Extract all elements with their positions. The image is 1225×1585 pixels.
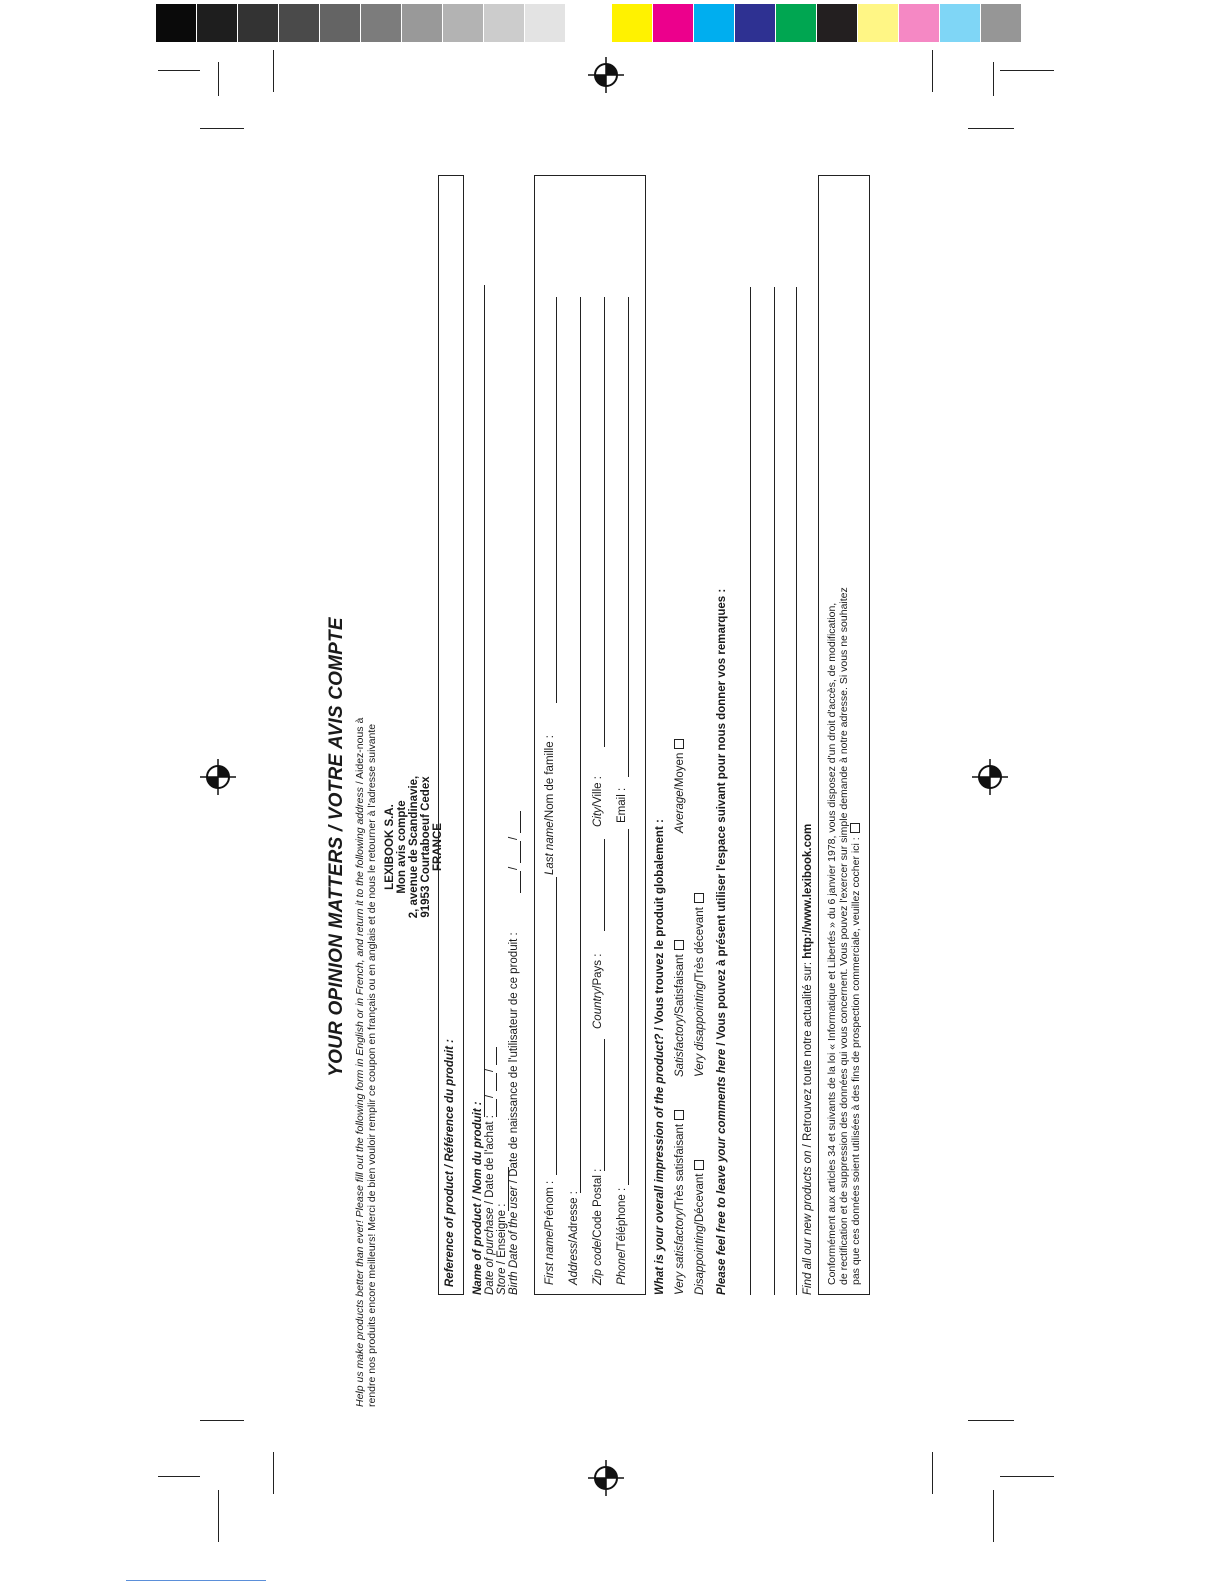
address-field[interactable] [580, 297, 581, 1193]
last-name-label [544, 735, 556, 875]
phone-field[interactable] [628, 829, 629, 1185]
average-en: Average [674, 790, 686, 833]
address-en: Address [568, 1242, 580, 1285]
legal-opt-out [850, 823, 862, 1285]
disappointing-checkbox[interactable] [694, 1160, 704, 1170]
comment-line[interactable] [796, 287, 797, 1295]
city-label [592, 776, 604, 827]
website-link[interactable]: http://www.lexibook.com [802, 823, 814, 959]
crop-mark [993, 62, 994, 96]
crop-mark [1000, 1476, 1054, 1477]
phone-label [616, 1188, 628, 1285]
impression-fr: / Vous trouvez le produit globalement : [654, 819, 666, 1034]
product-name-label: Name of product / Nom du produit : [472, 1101, 484, 1295]
color-swatch [858, 4, 898, 42]
zip-code-label [592, 1169, 604, 1285]
very-disappointing-checkbox[interactable] [694, 893, 704, 903]
find-products-fr: / Retrouvez toute notre actualité sur: [802, 958, 814, 1151]
average-fr: /Moyen [674, 752, 686, 791]
option-very-disappointing[interactable] [694, 893, 706, 1077]
impression-en: What is your overall impression of the product? [654, 1033, 666, 1295]
color-swatch [566, 4, 606, 42]
reference-label: Reference of product / Référence du produit : [444, 1039, 456, 1287]
color-swatch [694, 4, 734, 42]
color-swatch [361, 4, 401, 42]
purchase-date-fr: / Date de l'achat : [484, 1115, 496, 1208]
very-satisfactory-checkbox[interactable] [674, 1110, 684, 1120]
legal-text-line: Conformément aux articles 34 et suivants de la loi « Informatique et Libertés » du 6 janvier 1978, vous disposez d'un droit d'accès, de modification, [826, 602, 838, 1285]
color-swatch [940, 4, 980, 42]
color-swatch [238, 4, 278, 42]
comments-prompt [716, 589, 728, 1295]
disappointing-fr: /Décevant [694, 1173, 706, 1226]
birth-date-fr: / Date de naissance de l'utilisateur de ce produit : [508, 932, 520, 1187]
last-name-en: Last name [544, 821, 556, 875]
purchase-year-field[interactable] [496, 1047, 497, 1065]
first-name-en: First name [544, 1230, 556, 1285]
zip-code-fr: /Code Postal : [592, 1168, 604, 1241]
form-title: YOUR OPINION MATTERS / VOTRE AVIS COMPTE [326, 617, 347, 1077]
phone-en: Phone [616, 1251, 628, 1285]
country-en: Country [592, 988, 604, 1029]
last-name-field[interactable] [556, 297, 557, 703]
store-label [496, 1204, 508, 1295]
intro-english: Help us make products better than ever! Please fill out the following form in English or in French, and return it to the following address [354, 787, 366, 1407]
crop-mark [993, 1490, 994, 1542]
zip-code-en: Zip code [592, 1240, 604, 1285]
country-fr: /Pays : [592, 953, 604, 989]
color-swatch [525, 4, 565, 42]
color-swatch [899, 4, 939, 42]
color-swatch [981, 4, 1021, 42]
gray-calibration-bar [156, 4, 607, 42]
color-swatch [320, 4, 360, 42]
registration-crosshair-icon [586, 55, 626, 95]
intro-french-start: Aidez-nous à [354, 717, 366, 779]
date-separator: / [508, 866, 520, 870]
comment-line[interactable] [774, 287, 775, 1295]
last-name-fr: /Nom de famille : [544, 735, 556, 822]
registration-crosshair-icon [586, 1458, 626, 1498]
city-field[interactable] [604, 297, 605, 747]
birth-date-label [508, 932, 520, 1295]
option-satisfactory[interactable] [674, 940, 686, 1077]
color-swatch [156, 4, 196, 42]
crop-mark [158, 70, 200, 71]
store-en: Store [496, 1267, 508, 1295]
color-swatch [735, 4, 775, 42]
address-line: 2, avenue de Scandinavie, [408, 775, 420, 919]
address-label [568, 1191, 580, 1285]
color-swatch [279, 4, 319, 42]
birth-year-field[interactable] [520, 811, 521, 833]
city-en: City [592, 807, 604, 827]
blue-guide-line [126, 1580, 266, 1581]
zip-code-field[interactable] [604, 1039, 605, 1171]
first-name-field[interactable] [556, 877, 557, 1175]
country-label [592, 954, 604, 1029]
date-separator: / [484, 1068, 496, 1072]
color-swatch [776, 4, 816, 42]
option-disappointing[interactable] [694, 1160, 706, 1295]
satisfactory-checkbox[interactable] [674, 940, 684, 950]
crop-mark [218, 62, 219, 96]
intro-separator: / [354, 778, 366, 788]
first-name-label [544, 1181, 556, 1285]
color-swatch [484, 4, 524, 42]
very-satisfactory-fr: /Très satisfaisant [674, 1123, 686, 1211]
crop-mark [200, 1420, 244, 1421]
color-swatch [653, 4, 693, 42]
crop-mark [932, 50, 933, 92]
country-field[interactable] [604, 839, 605, 931]
store-fr: / Enseigne : [496, 1203, 508, 1268]
address-line: 91953 Courtaboeuf Cedex [420, 776, 432, 918]
birth-month-field[interactable] [520, 841, 521, 863]
address-fr: /Adresse : [568, 1191, 580, 1243]
website-line [802, 824, 814, 1295]
birth-day-field[interactable] [520, 871, 521, 893]
crop-mark [158, 1476, 200, 1477]
opt-out-checkbox[interactable] [850, 823, 860, 833]
satisfactory-fr: /Satisfaisant [674, 954, 686, 1017]
option-average[interactable] [674, 739, 686, 833]
date-separator: / [484, 1094, 496, 1098]
registration-crosshair-icon [198, 757, 238, 797]
product-name-field[interactable] [484, 285, 485, 1117]
very-disappointing-fr: /Très décevant [694, 907, 706, 983]
comment-line[interactable] [750, 287, 751, 1295]
crop-mark [218, 1490, 219, 1542]
color-swatch [402, 4, 442, 42]
average-checkbox[interactable] [674, 739, 684, 749]
first-name-fr: /Prénom : [544, 1180, 556, 1231]
purchase-month-field[interactable] [496, 1073, 497, 1091]
email-label: Email : [616, 787, 628, 823]
option-very-satisfactory[interactable] [674, 1110, 686, 1295]
crop-mark [932, 1452, 933, 1494]
find-products-en: Find all our new products on [802, 1150, 814, 1295]
color-swatch [197, 4, 237, 42]
crop-mark [273, 1452, 274, 1494]
crop-mark [1000, 70, 1054, 71]
impression-question [654, 819, 666, 1295]
very-satisfactory-en: Very satisfactory [674, 1210, 686, 1295]
registration-crosshair-icon [970, 757, 1010, 797]
comments-fr: / Vous pouvez à présent utiliser l'espace suivant pour nous donner vos remarques : [716, 588, 728, 1049]
address-line: FRANCE [432, 823, 444, 871]
satisfactory-en: Satisfactory [674, 1016, 686, 1077]
phone-fr: /Téléphone : [616, 1187, 628, 1252]
address-line: LEXIBOOK S.A. [384, 804, 396, 890]
email-field[interactable] [628, 297, 629, 777]
address-line: Mon avis compte [396, 800, 408, 894]
color-swatch [443, 4, 483, 42]
crop-mark [273, 50, 274, 92]
crop-mark [968, 1420, 1014, 1421]
crop-mark [968, 128, 1014, 129]
purchase-date-en: Date of purchase [484, 1207, 496, 1295]
color-swatch [612, 4, 652, 42]
comments-en: Please feel free to leave your comments here [716, 1048, 728, 1295]
city-fr: /Ville : [592, 776, 604, 808]
disappointing-en: Disappointing [694, 1225, 706, 1295]
intro-line-2: rendre nos produits encore meilleurs! Merci de bien vouloir remplir ce coupon en français ou en anglais et de nous le retourner à l'adresse suivante [366, 723, 378, 1407]
purchase-day-field[interactable] [496, 1099, 497, 1117]
birth-date-en: Birth Date of the user [508, 1186, 520, 1295]
date-separator: / [508, 836, 520, 840]
very-disappointing-en: Very disappointing [694, 982, 706, 1077]
color-calibration-bar [612, 4, 1022, 42]
feedback-form [326, 287, 870, 1407]
purchase-date-label [484, 1115, 496, 1295]
legal-text-line: de rectification et de suppression des données qui vous concernent. Vous pouvez l'exercer sur simple demande à notre adresse. Si vous ne souhaitez [838, 587, 850, 1285]
legal-text-line: pas que ces données soient utilisées à des fins de prospection commerciale, veuillez cocher ici : [850, 837, 862, 1285]
crop-mark [200, 128, 244, 129]
intro-line-1 [354, 718, 366, 1407]
color-swatch [817, 4, 857, 42]
